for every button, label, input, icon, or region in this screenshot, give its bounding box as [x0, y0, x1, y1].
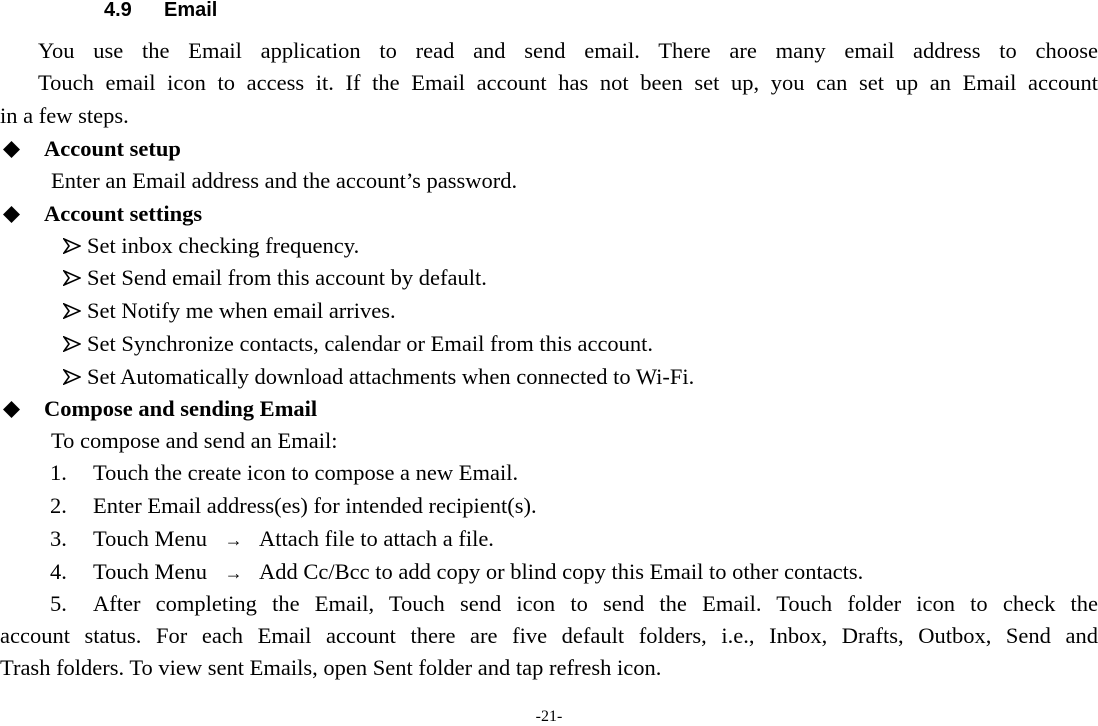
- arrowhead-bullet-icon: [63, 238, 81, 254]
- arrowhead-bullet-icon: [63, 369, 81, 385]
- step-text: [93, 561, 863, 584]
- compose-title: Compose and sending Email: [44, 396, 318, 421]
- step5-continued-1: account status. For each Email account there are five default folders, i.e., Inbox, Drafts, Outbox, Send and: [0, 623, 1098, 648]
- page-number: -21-: [535, 708, 563, 725]
- settings-item: [63, 333, 653, 356]
- settings-item-text: Set Synchronize contacts, calendar or Email from this account.: [87, 331, 654, 356]
- step-action: Attach file to attach a file.: [259, 526, 494, 551]
- arrowhead-bullet-icon: [63, 270, 81, 286]
- intro-line-2: Touch email icon to access it. If the Email account has not been set up, you can set up an Email account: [38, 70, 1098, 95]
- step-number: 1.: [50, 460, 67, 485]
- settings-item-text: Set Send email from this account by default.: [87, 265, 487, 290]
- compose-intro: To compose and send an Email:: [51, 428, 338, 453]
- arrowhead-bullet-icon: [63, 336, 81, 352]
- step-prefix: Touch Menu: [93, 559, 208, 584]
- intro-line-1: You use the Email application to read and send email. There are many email address to choose: [38, 38, 1098, 63]
- step-action: Add Cc/Bcc to add copy or blind copy this Email to other contacts.: [259, 559, 864, 584]
- step-number: 4.: [50, 559, 67, 584]
- arrow-icon: →: [224, 563, 243, 583]
- settings-item-text: Set inbox checking frequency.: [87, 233, 360, 258]
- settings-item-text: Set Automatically download attachments when connected to Wi-Fi.: [87, 364, 695, 389]
- account-settings-title: Account settings: [44, 201, 203, 226]
- settings-item-text: Set Notify me when email arrives.: [87, 298, 396, 323]
- step-text: Touch the create icon to compose a new Email.: [93, 460, 519, 485]
- settings-item: [63, 300, 396, 323]
- settings-item: [63, 235, 359, 258]
- step-text: [93, 528, 494, 551]
- diamond-bullet-icon: [3, 401, 20, 418]
- diamond-bullet-icon: [3, 206, 20, 223]
- step-text: Enter Email address(es) for intended recipient(s).: [93, 493, 537, 518]
- arrow-icon: →: [224, 530, 243, 550]
- arrowhead-bullet-icon: [63, 303, 81, 319]
- step-text: After completing the Email, Touch send icon to send the Email. Touch folder icon to check the: [93, 591, 1098, 616]
- step-number: 3.: [50, 526, 67, 551]
- account-setup-title: Account setup: [44, 136, 181, 161]
- section-title: Email: [164, 0, 218, 21]
- intro-line-3: in a few steps.: [0, 103, 129, 128]
- step5-continued-2: Trash folders. To view sent Emails, open Sent folder and tap refresh icon.: [0, 655, 662, 680]
- settings-item: [63, 366, 694, 389]
- settings-item: [63, 267, 487, 290]
- diamond-bullet-icon: [3, 141, 20, 158]
- step-number: 5.: [50, 591, 67, 616]
- account-setup-text: Enter an Email address and the account’s password.: [51, 168, 518, 193]
- section-number: 4.9: [104, 0, 132, 21]
- step-prefix: Touch Menu: [93, 526, 208, 551]
- step-number: 2.: [50, 493, 67, 518]
